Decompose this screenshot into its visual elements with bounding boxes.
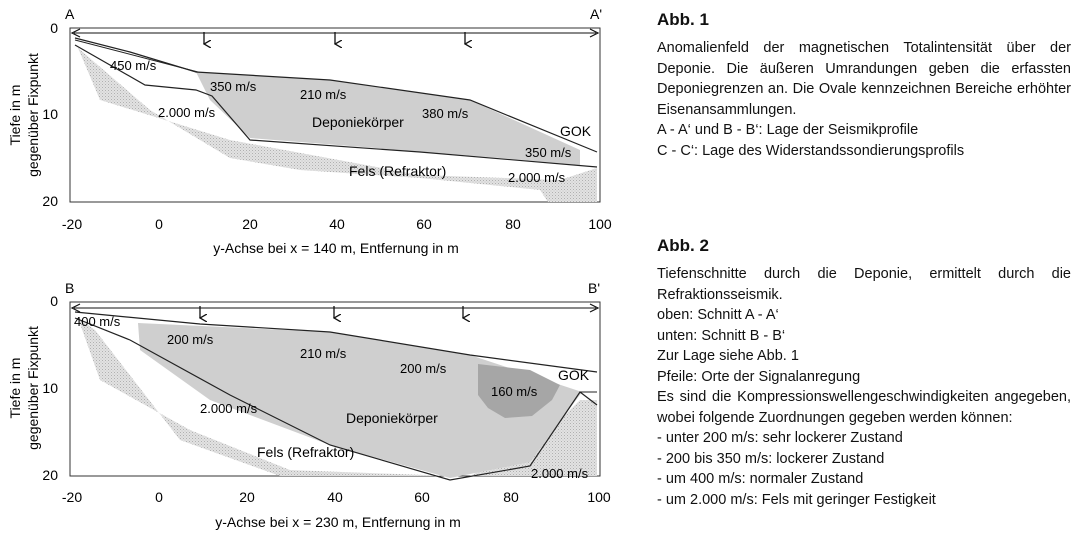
caption-abb1 xyxy=(657,10,1071,161)
y-tick-label: 10 xyxy=(42,106,58,122)
x-tick-label: 40 xyxy=(329,216,345,232)
velocity-label: 2.000 m/s xyxy=(200,401,258,416)
y-axis-label: gegenüber Fixpunkt xyxy=(25,53,41,177)
caption-text: Tiefenschnitte durch die Deponie, ermittelt durch die Refraktionsseismik. xyxy=(657,266,1071,303)
velocity-label: 2.000 m/s xyxy=(158,105,216,120)
y-tick-label: 20 xyxy=(42,193,58,209)
velocity-label: 380 m/s xyxy=(422,106,469,121)
y-tick-label: 10 xyxy=(42,380,58,396)
layer-label: Fels (Refraktor) xyxy=(257,444,355,460)
y-tick-label: 20 xyxy=(42,467,58,483)
corner-label-left: B xyxy=(65,280,75,296)
velocity-label: 210 m/s xyxy=(300,87,347,102)
caption-line: Pfeile: Orte der Signalanregung xyxy=(657,368,861,385)
x-tick-label: 0 xyxy=(155,489,163,505)
caption-title: Abb. 1 xyxy=(657,10,709,29)
velocity-label: 350 m/s xyxy=(525,145,572,160)
caption-text: Anomalienfeld der magnetischen Totalintensität über der Deponie. Die äußeren Umrandungen geben die erfassten Deponiegrenzen an. Die Ovale kennzeichnen Bereiche erhöhter Eisenansammlungen. xyxy=(657,40,1071,118)
caption-line: C - C‘: Lage des Widerstandssondierungsprofils xyxy=(657,142,965,159)
velocity-label: 200 m/s xyxy=(400,361,447,376)
x-tick-label: 20 xyxy=(239,489,255,505)
gok-label: GOK xyxy=(560,123,592,139)
x-axis-label: y-Achse bei x = 140 m, Entfernung in m xyxy=(213,240,459,256)
velocity-label: 2.000 m/s xyxy=(531,466,589,481)
velocity-label: 200 m/s xyxy=(167,332,214,347)
y-tick-label: 0 xyxy=(50,293,58,309)
corner-label-right: A' xyxy=(590,6,603,22)
x-tick-label: 60 xyxy=(414,489,430,505)
x-tick-label: 80 xyxy=(505,216,521,232)
x-tick-label: 40 xyxy=(327,489,343,505)
velocity-label: 350 m/s xyxy=(210,79,257,94)
caption-list-item: - um 400 m/s: normaler Zustand xyxy=(657,471,864,487)
x-tick-label: -20 xyxy=(61,216,83,232)
velocity-label: 450 m/s xyxy=(110,58,157,73)
caption-line: oben: Schnitt A - A‘ xyxy=(657,307,779,323)
velocity-label: 400 m/s xyxy=(74,314,121,329)
x-tick-label: 0 xyxy=(155,216,163,232)
caption-title: Abb. 2 xyxy=(657,236,709,255)
x-tick-label: 100 xyxy=(587,489,611,505)
caption-line: Zur Lage siehe Abb. 1 xyxy=(657,348,799,364)
caption-line: A - A‘ und B - B‘: Lage der Seismikprofile xyxy=(657,122,919,138)
velocity-label: 160 m/s xyxy=(491,384,538,399)
x-tick-label: 80 xyxy=(503,489,519,505)
y-axis-label: Tiefe in m xyxy=(7,357,23,419)
caption-abb2 xyxy=(657,236,1071,510)
x-tick-label: -20 xyxy=(61,489,83,505)
caption-list-item: - um 2.000 m/s: Fels mit geringer Festigkeit xyxy=(657,491,936,508)
caption-line: unten: Schnitt B - B‘ xyxy=(657,327,786,344)
x-tick-label: 60 xyxy=(416,216,432,232)
x-tick-label: 100 xyxy=(588,216,612,232)
y-tick-label: 0 xyxy=(50,20,58,36)
layer-label: Fels (Refraktor) xyxy=(349,163,447,179)
caption-list-item: - unter 200 m/s: sehr lockerer Zustand xyxy=(657,430,903,446)
x-tick-label: 20 xyxy=(242,216,258,232)
velocity-label: 2.000 m/s xyxy=(508,170,566,185)
layer-label: Deponiekörper xyxy=(312,114,404,130)
gok-label: GOK xyxy=(558,367,590,383)
caption-text: Es sind die Kompressionswellengeschwindigkeiten angegeben, wobei folgende Zuordnungen gegeben werden können: xyxy=(657,389,1071,426)
layer-label: Deponiekörper xyxy=(346,410,438,426)
figure-a xyxy=(7,6,612,256)
velocity-label: 210 m/s xyxy=(300,346,347,361)
corner-label-right: B' xyxy=(588,280,601,296)
x-axis-label: y-Achse bei x = 230 m, Entfernung in m xyxy=(215,514,461,530)
caption-list-item: - 200 bis 350 m/s: lockerer Zustand xyxy=(657,450,885,467)
y-axis-label: gegenüber Fixpunkt xyxy=(25,326,41,450)
y-axis-label: Tiefe in m xyxy=(7,84,23,146)
figure-b xyxy=(7,280,611,530)
corner-label-left: A xyxy=(65,6,75,22)
